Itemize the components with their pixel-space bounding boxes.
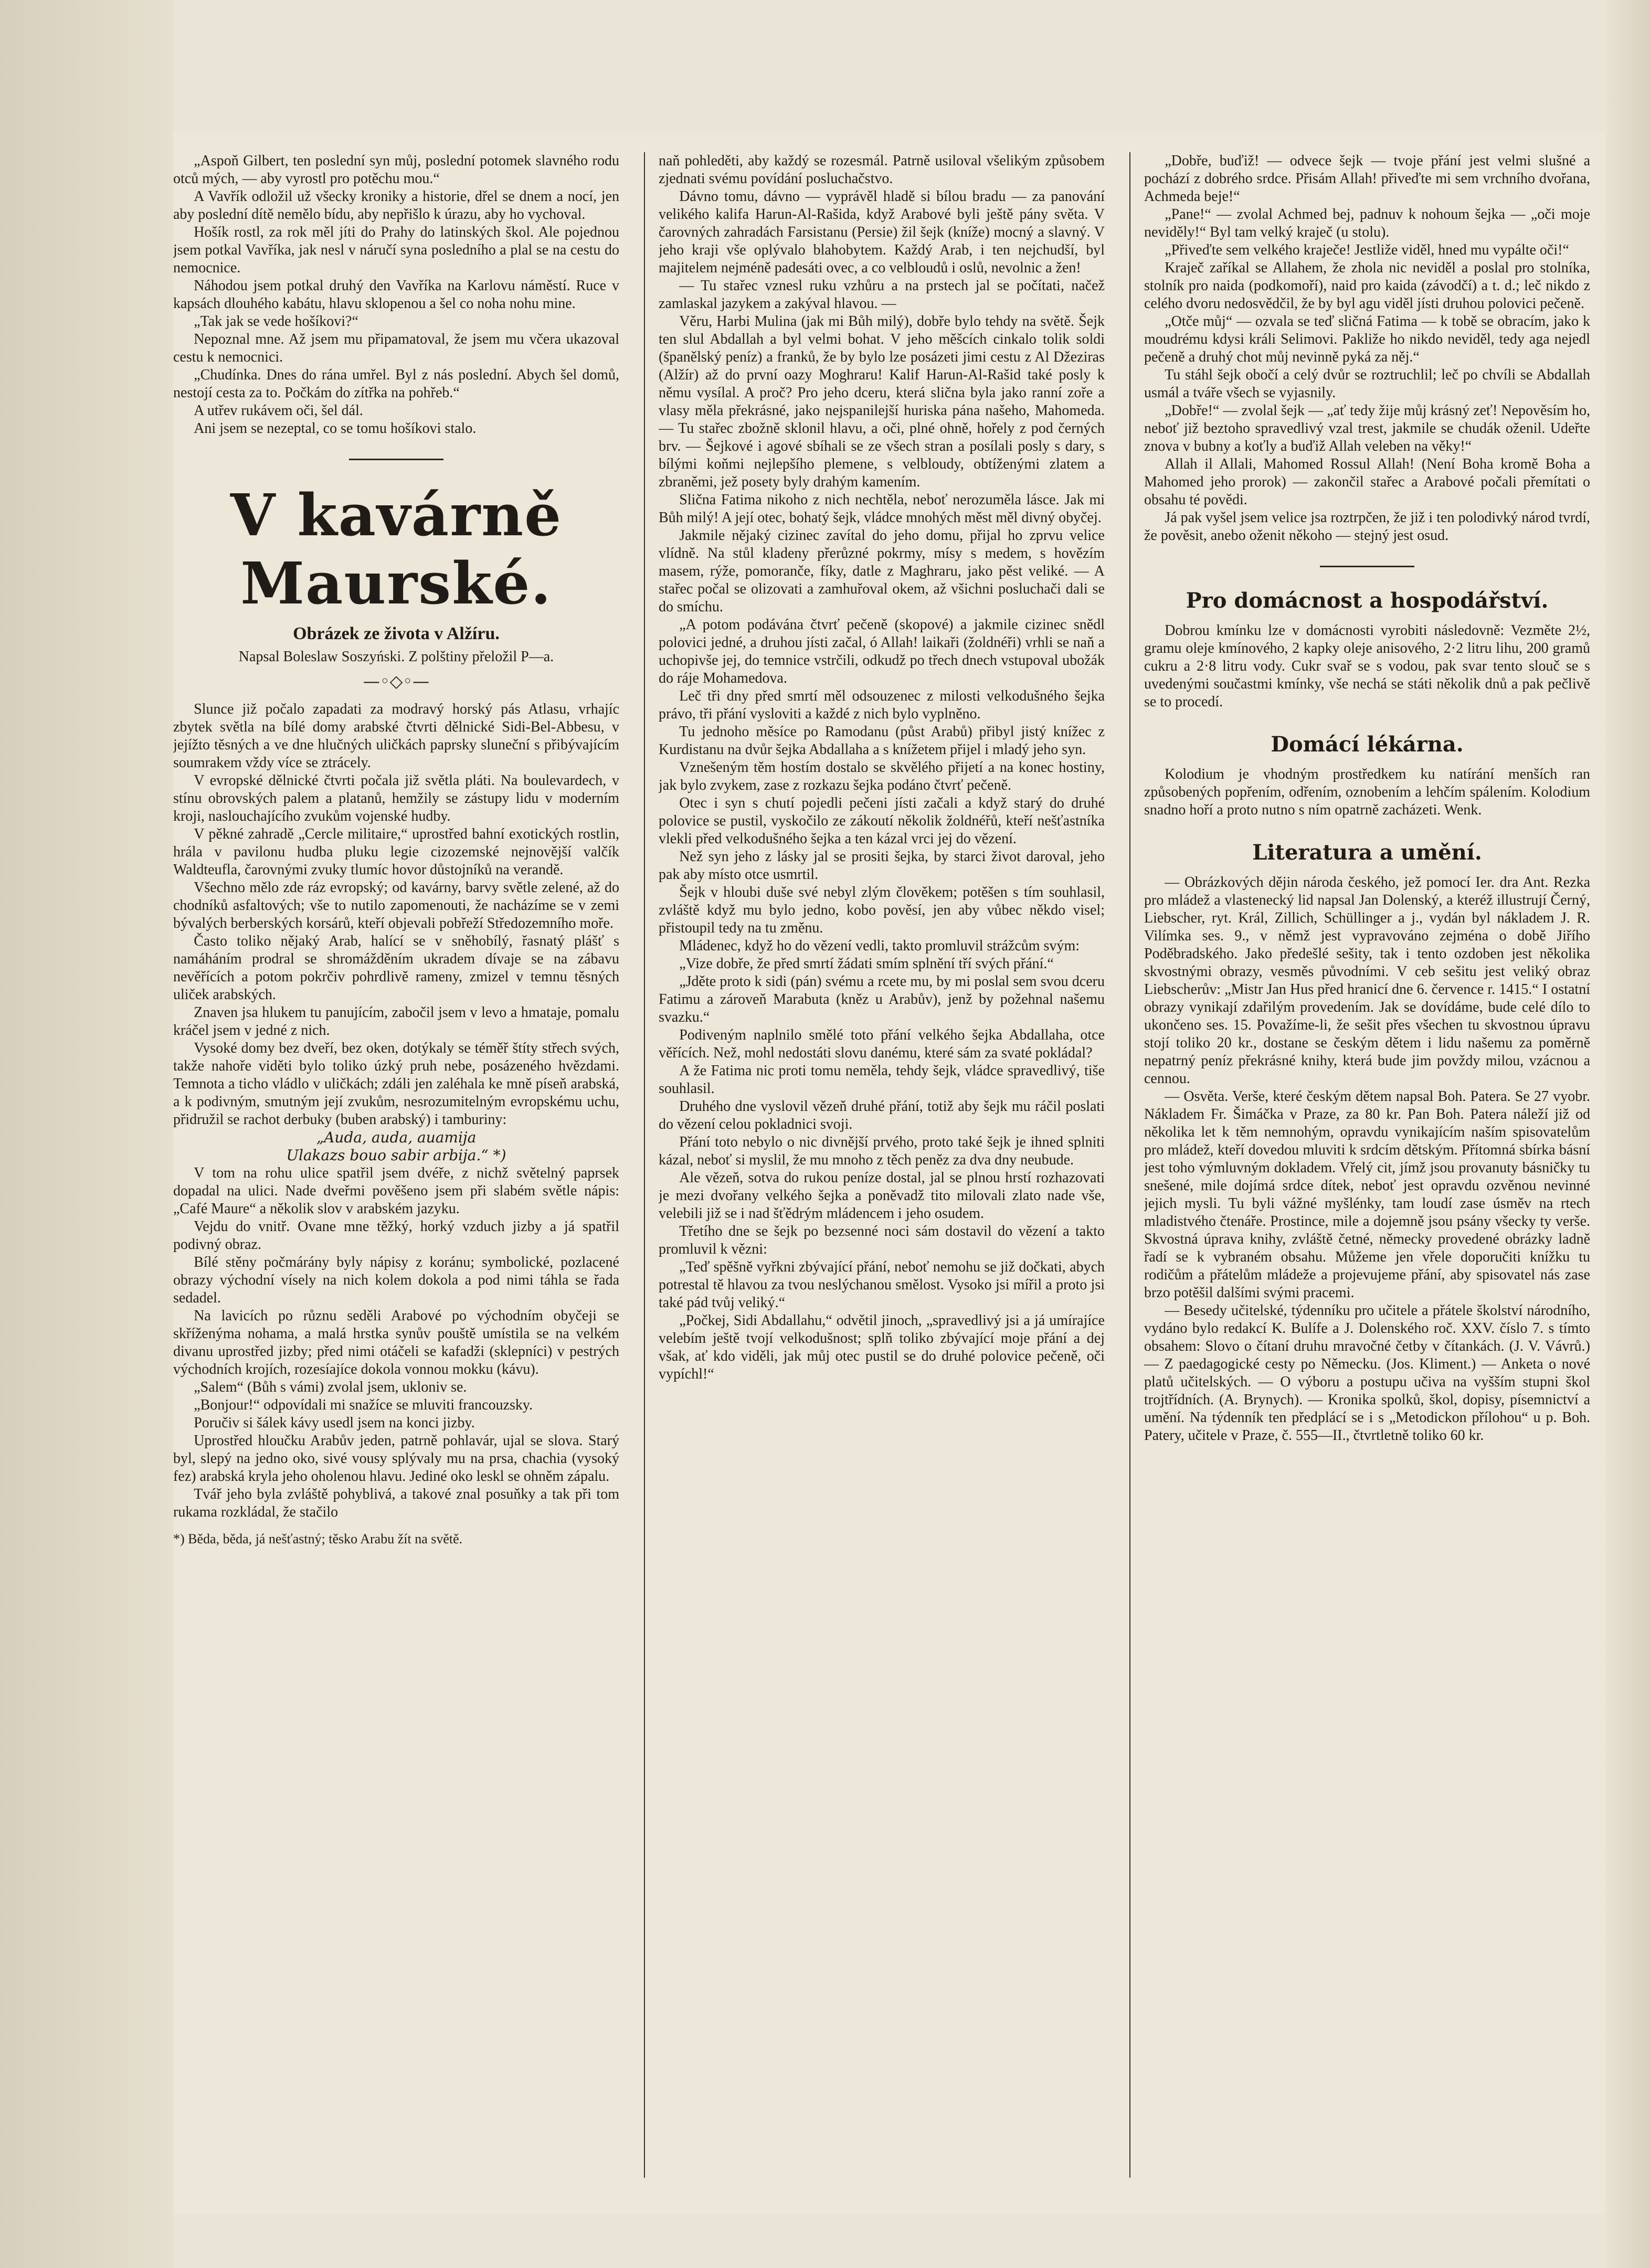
paragraph: Vznešeným těm hostím dostalo se skvělého přijetí a na konec hostiny, jak bylo zvykem, zase z rozkazu šejka podáno čtvrť pečeně.	[659, 759, 1105, 793]
paragraph: „Bonjour!“ odpovídali mi snažíce se mluviti francouzsky.	[194, 1397, 533, 1413]
column-middle	[659, 152, 1105, 2178]
paragraph: Všechno mělo zde ráz evropský; od kavárny, barvy světle zelené, až do chodníků asfaltových; vše to nutilo zapomenouti, že nacházíme se v zemi bývalých berberských korsárů, kteří objevali pobřeží Středozemního moře.	[173, 879, 619, 931]
paragraph: Kolodium je vhodným prostředkem ku natírání menších ran způsobených popřením, odřením, oznobením a lehčím spálením. Kolodium snadno hoří a proto nutno s ním opatrně zacházeti. Wenk.	[1144, 766, 1590, 818]
column-rule-2	[1129, 152, 1130, 2178]
paragraph: „Tak jak se vede hošíkovi?“	[194, 313, 358, 330]
paragraph: Ani jsem se nezeptal, co se tomu hošíkovi stalo.	[194, 420, 477, 437]
paragraph: Jakmile nějaký cizinec zavítal do jeho domu, přijal ho zprvu velice vlídně. Na stůl kladeny přerůzné pokrmy, mísy s medem, s hovězím masem, rýže, pomoranče, fíky, datle z Maghraru, jako pěst veliké. — A stařec počal se olizovati a zamhuřoval okem, až všichni posluchači dali se do smíchu.	[659, 527, 1105, 615]
column-right	[1144, 152, 1590, 2178]
paragraph: — Tu stařec vznesl ruku vzhůru a na prstech jal se počítati, načež zamlaskal jazykem a zakýval hlavou. —	[659, 278, 1105, 312]
paragraph: Tvář jeho byla zvláště pohyblivá, a takové znal posuňky a tak při tom rukama rozkládal, že stačilo	[173, 1486, 619, 1520]
paragraph: Mládenec, když ho do vězení vedli, takto promluvil strážcům svým:	[679, 938, 1080, 954]
paragraph: Ale vězeň, sotva do rukou peníze dostal, jal se plnou hrstí rozhazovati je mezi dvořany velkého šejka a poněvadž tito milovali zlato nade vše, velebili již se i nad šťědrým mládencem i jeho osudem.	[659, 1170, 1105, 1222]
section-title-literatura: Literatura a umění.	[1252, 840, 1482, 865]
paragraph: naň pohleděti, aby každý se rozesmál. Patrně usiloval všelikým způsobem zjednati svému povídání posluchačstvo.	[659, 153, 1105, 187]
ornament: —◦◇◦—	[363, 671, 430, 691]
paragraph: Přání toto nebylo o nic divnější prvého, proto také šejk je ihned splniti kázal, neboť si myslil, že mu mnoho z těch peněz za dva dny neubude.	[659, 1134, 1105, 1168]
paragraph: Otec i syn s chutí pojedli pečeni jísti začali a když starý do druhé polovice se pustil, vyskočilo ze zákoutí několik žoldnéřů, kteří nešťastníka vlekli před velkodušného šejka a ten kázal vrci jej do vězení.	[659, 795, 1105, 847]
paragraph: Tu stáhl šejk obočí a celý dvůr se roztruchlil; leč po chvíli se Abdallah usmál a tváře všech se vyjasnily.	[1144, 367, 1590, 401]
paragraph: „A potom podávána čtvrť pečeně (skopové) a jakmile cizinec snědl polovici jedné, a druhou jísti začal, ó Allah! laikaři (žoldnéři) vrhli se naň a uchopivše jej, do temnice vstrčili, odkudž po třech dnech vstupoval ubožák do ráje Mohamedova.	[659, 617, 1105, 686]
story-title: V kavárně Maurské.	[230, 481, 563, 617]
paragraph: „Dobře, buďiž! — odvece šejk — tvoje přání jest velmi slušné a pochází z dobrého srdce. Přisám Allah! přiveďte mi sem vrchního dvořana, Achmeda beje!“	[1144, 153, 1590, 205]
paragraph: „Aspoň Gilbert, ten poslední syn můj, poslední potomek slavného rodu otců mých, — aby vyrostl pro potěchu mou.“	[173, 153, 619, 187]
paragraph: Na lavicích po různu seděli Arabové po východním obyčeji se skříženýma nohama, a malá hrstka synův pouště umístila se na velkém divanu uprostřed jizby; před nimi otáčeli se kafadži (sklepníci) v pestrých východních krojích, rozesíajíce dokola vonnou mokku (kávu).	[173, 1308, 619, 1377]
paragraph: „Salem“ (Bůh s vámi) zvolal jsem, ukloniv se.	[194, 1379, 467, 1395]
paragraph: Leč tři dny před smrtí měl odsouzenec z milosti velkodušného šejka právo, tři přání vysloviti a každé z nich bylo vyplněno.	[659, 688, 1105, 722]
page-margin-right	[1606, 0, 1650, 2268]
paragraph: V pěkné zahradě „Cercle militaire,“ uprostřed bahní exotických rostlin, hrála v pavilonu hudba pluku legie cizozemské nejnovější valčík Waldteufla, čarovnými zvuky tlumíc hovor důstojníků na verandě.	[173, 826, 619, 878]
song-line: „Auda, auda, auamija	[316, 1129, 477, 1146]
paragraph: „Počkej, Sidi Abdallahu,“ odvětil jinoch, „spravedlivý jsi a já umírajíce velebím ještě tvojí velkodušnost; splň toliko zbývající moje přání a dej však, ať kdo viděli, jak můj otec pustil se do druhé polovice pečeně, oči vypíchl!“	[659, 1312, 1105, 1382]
paragraph: Podiveným naplnilo smělé toto přání velkého šejka Abdallaha, otce věřících. Než, mohl nedostáti slovu danému, které sám za svaté pokládal?	[659, 1027, 1105, 1061]
paragraph: Znaven jsa hlukem tu panujícím, zabočil jsem v levo a hmataje, pomalu kráčel jsem v jedné z nich.	[173, 1004, 619, 1038]
paragraph: Bílé stěny počmárány byly nápisy z koránu; symbolické, pozlacené obrazy východní vísely na nich kolem dokola a pod nimi táhla se řada sedadel.	[173, 1254, 619, 1306]
paragraph: „Teď spěšně vyřkni zbývající přání, neboť nemohu se již dočkati, abych potrestal tě hlavou za tvou neslýchanou smělost. Vysoko jsi mířil a proto jsi také pád tvůj veliký.“	[659, 1259, 1105, 1311]
paragraph: „Chudínka. Dnes do rána umřel. Byl z nás poslední. Abych šel domů, nestojí cesta za to. Počkám do zítřka na pohřeb.“	[173, 367, 619, 401]
section-separator	[349, 459, 443, 460]
paragraph: — Osvěta. Verše, které českým dětem napsal Boh. Patera. Se 27 vyobr. Nákladem Fr. Šimáčka v Praze, za 80 kr. Pan Boh. Patera náleží již od několika let k těm nemnohým, opravdu vynikajícím naším spisovatelům pro mládež, kteří dovedou mluviti k srdcím dětským. Přítomná sbírka básní jest toho výmluvným dokladem. Vřelý cit, jímž jsou provanuty básničky tu snešené, mile dojímá srdce dítek, neboť jest opravdu ozvěnou nevinné jejich mysli. Tu byli vážné myšlénky, tam loudí zase úsměv na rtech mladistvého čtenáře. Prostince, mile a dojemně jsou psány všecky ty verše. Skvostná úprava knihy, zvláště četné, německy provedené obrázky ladně řadí se k vybraném obsahu. Můžeme jen vřele doporučiti knížku tu rodičům a přátelům mládeže a projevujeme přání, aby spisovatel nás zase brzo potěšil dalšími svými pracemi.	[1144, 1088, 1590, 1301]
paragraph: Kraječ zaříkal se Allahem, že zhola nic neviděl a poslal pro stolníka, stolník pro naida (podkomoří), naid pro kaida (závodčí) a t. d.; leč nikdo z celého dvoru nedosvědčil, že by byl agu viděl jísti druhou polovici pečeně.	[1144, 260, 1590, 312]
column-left	[173, 152, 619, 2178]
paragraph: Třetího dne se šejk po bezsenné noci sám dostavil do vězení a takto promluvil k vězni:	[659, 1223, 1105, 1257]
paragraph: Já pak vyšel jsem velice jsa roztrpčen, že již i ten polodivký národ tvrdí, že pověsit, anebo oženit někoho — stejný jest osud.	[1144, 510, 1590, 544]
column-rule-1	[644, 152, 645, 2178]
paragraph: Náhodou jsem potkal druhý den Vavříka na Karlovu náměstí. Ruce v kapsách dlouhého kabátu, hlavu sklopenou a šel co noha nohu mine.	[173, 278, 619, 312]
section-title-lekarna: Domácí lékárna.	[1271, 732, 1464, 757]
paragraph: A Vavřík odložil už všecky kroniky a historie, dřel se dnem a nocí, jen aby poslední dítě nemělo bídu, aby nepřišlo k úrazu, aby ho vychoval.	[173, 188, 619, 222]
paragraph: Vejdu do vnitř. Ovane mne těžký, horký vzduch jizby a já spatřil podivný obraz.	[173, 1218, 619, 1253]
footnote: *) Běda, běda, já nešťastný; těsko Arabu žít na světě.	[173, 1531, 463, 1546]
paragraph: V evropské dělnické čtvrti počala již světla pláti. Na boulevardech, v stínu obrovských palem a platanů, hemžily se zástupy lidu v moderním kroji, naslouchajícího zvukům vojenské hudby.	[173, 772, 619, 824]
paragraph: Dobrou kmínku lze v domácnosti vyrobiti následovně: Vezměte 2½, gramu oleje kmínového, 2 kapky oleje anisového, 2·2 litru lihu, 200 gramů cukru a 2·8 litru vody. Cukr svař se s vodou, pak svar tento slouč se s uvedenými součastmi kmínky, vše nechá se státi několik dnů a pak pečlivě se to procedí.	[1144, 622, 1590, 710]
paragraph: „Otče můj“ — ozvala se teď sličná Fatima — k tobě se obracím, jako k moudrému kdysi králi Selimovi. Pakliže ho nikdo neviděl, tedy aga nejedl pečeně a druhý chot můj nevinně pyká za něj.“	[1144, 313, 1590, 365]
paragraph: „Jděte proto k sidi (pán) svému a rcete mu, by mi poslal sem svou dceru Fatimu a zároveň Marabuta (kněz u Arabův), jenž by požehnal našemu svazku.“	[659, 973, 1105, 1025]
paragraph: — Besedy učitelské, týdenníku pro učitele a přátele školství národního, vydáno bylo redakcí K. Bulífe a J. Dolenského roč. XXV. číslo 7. s tímto obsahem: Slovo o čítaní druhu mravočné četby v čítankách. (J. V. Vávrů.) — Z paedagogické cesty po Německu. (Jos. Kliment.) — Anketa o nové platů učitelských. — O výboru a postupu učiva na vyšším stupni škol trojtřídních. (A. Brynych). — Kronika spolků, škol, dopisy, písemnictví a umění. Na týdenník ten předplácí se i s „Metodickon přílohou“ u p. Boh. Patery, učitele v Praze, č. 555—II., čtvrtletně toliko 60 kr.	[1144, 1302, 1590, 1444]
story-subtitle: Obrázek ze života v Alžíru.	[293, 624, 500, 643]
paragraph: Uprostřed hloučku Arabův jeden, patrně pohlavár, ujal se slova. Starý byl, slepý na jedno oko, sivé vousy splývaly mu na prsa, chachia (vysoký fez) arabská kryla jeho oholenou hlavu. Jediné oko leskl se ohněm zápalu.	[173, 1433, 619, 1485]
paragraph: A utřev rukávem oči, šel dál.	[194, 402, 363, 419]
paragraph: Tu jednoho měsíce po Ramodanu (půst Arabů) přibyl jistý knížec z Kurdistanu na dvůr šejka Abdallaha a s knížetem přijel i mladý jeho syn.	[659, 724, 1105, 758]
paragraph: Slunce již počalo zapadati za modravý horský pás Atlasu, vrhajíc zbytek světla na bílé domy arabské čtvrti dělnické Sidi-Bel-Abbesu, v jejížto těsných a ve dne hlučných uličkách paprsky sluneční s přibývajícím soumrakem vždy více se ztrácely.	[173, 701, 619, 771]
paragraph: Než syn jeho z lásky jal se prositi šejka, by starci život daroval, jeho pak aby místo otce usmrtil.	[659, 849, 1105, 883]
song-line: Ulakazs bouo sabir arbija.“ *)	[286, 1147, 506, 1164]
paragraph: Šejk v hloubi duše své nebyl zlým člověkem; potěšen s tím souhlasil, zvláště když mu bylo jedno, kobo pověsí, jen aby vůbec někdo visel; přistoupil tedy na tu změnu.	[659, 884, 1105, 936]
paragraph: Allah il Allali, Mahomed Rossul Allah! (Není Boha kromě Boha a Mahomed jeho prorok) — zakončil stařec a Arabové počali přemítati o obsahu té povědi.	[1144, 456, 1590, 508]
section-separator	[1320, 566, 1414, 567]
page-margin-left	[0, 0, 173, 2268]
paragraph: Poručiv si šálek kávy usedl jsem na konci jizby.	[194, 1415, 475, 1431]
paragraph: „Přiveďte sem velkého kraječe! Jestliže viděl, hned mu vypálte oči!“	[1165, 242, 1569, 258]
paragraph: „Vize dobře, že před smrtí žádati smím splnění tří svých přání.“	[679, 956, 1054, 972]
paragraph: Věru, Harbi Mulina (jak mi Bůh milý), dobře bylo tehdy na světě. Šejk ten slul Abdallah a byl velmi bohat. V jeho měšcích cinkalo tolik soldi (španělský peníz) a franků, že by bylo lze posázeti jimi cestu z Al Džeziras (Alžír) až do první oazy Moghraru! Kalif Harun-Al-Rašid také posly k němu vysílal. A proč? Pro jeho dceru, která slična byla jako ranní zoře a vlasy měla překrásné, jako nejspanilejší huriska pána našeho, Mahomeda. — Tu stařec zbožně sklonil hlavu, a oči, plné ohně, hořely z pod černých brv. — Šejkové i agové sbíhali se ze všech stran a posílali posly s dary, s bílými koňmi nejlepšího plemene, s velbloudy, obtíženými zlatem a zbraněmi, jež posety byly drahým kamením.	[659, 313, 1105, 490]
paragraph: Hošík rostl, za rok měl jíti do Prahy do latinských škol. Ale pojednou jsem potkal Vavříka, jak nesl v náručí syna posledního a plal se na cestu do nemocnice.	[173, 224, 619, 276]
paragraph: Nepoznal mne. Až jsem mu připamatoval, že jsem mu včera ukazoval cestu k nemocnici.	[173, 331, 619, 365]
story-byline: Napsal Boleslaw Soszyński. Z polštiny přeložil P—a.	[238, 649, 554, 665]
paragraph: Dávno tomu, dávno — vyprávěl hladě si bílou bradu — za panování velikého kalifa Harun-Al-Rašida, když Arabové byli ještě pány světa. V čarovných zahradách Farsistanu (Persie) žil šejk (kníže) mocný a slavný. V jeho kraji vše oplývalo blahobytem. Každý Arab, i ten nejchudší, byl majitelem nejméně padesáti ovec, a co velbloudů i oslů, nevolnic a žen!	[659, 188, 1105, 276]
newspaper-page	[173, 131, 1606, 2214]
paragraph: Slična Fatima nikoho z nich nechtěla, neboť nerozuměla lásce. Jak mi Bůh milý! A její otec, bohatý šejk, vládce mnohých měst měl divný obyčej.	[659, 492, 1105, 526]
paragraph: Druhého dne vyslovil vězeň druhé přání, totiž aby šejk mu ráčil poslati do vězení celou pokladnici svoji.	[659, 1098, 1105, 1132]
paragraph: V tom na rohu ulice spatřil jsem dvéře, z nichž světelný paprsek dopadal na ulici. Nade dveřmi pověšeno jsem při slabém světle nápis: „Café Maure“ a několik slov v arabském jazyku.	[173, 1165, 619, 1217]
paragraph: — Obrázkových dějin národa českého, jež pomocí Ier. dra Ant. Rezka pro mládež a vlastenecký lid napsal Jan Dolenský, a kteréž illustrují Černý, Liebscher, ryt. Král, Zillich, Schüllinger a j., vydán byl nákladem J. R. Vilímka ses. 9., v němž jest vypravováno zejména o době Jiřího Poděbradského. Jako předešlé sešity, tak i tento ozdoben jest několika skvostnými obrazy, vesměs původními. V ceb sešitu jest veliký obraz Liebscherův: „Mistr Jan Hus před hranicí dne 6. července r. 1415.“ I ostatní obrazy vynikají zdařilým provedením. Jak se dovídáme, bude celé dílo to ukončeno ses. 15. Považíme-li, že sešit přes všechen tu skvostnou úpravu stojí toliko 20 kr., dostane se českým dětem i lidu našemu za poměrně nepatrný peníz překrásné knihy, která bude jim povždy milou, vzácnou a cennou.	[1144, 874, 1590, 1087]
paragraph: „Pane!“ — zvolal Achmed bej, padnuv k nohoum šejka — „oči moje neviděly!“ Byl tam velký kraječ (u stolu).	[1144, 206, 1590, 240]
paragraph: A že Fatima nic proti tomu neměla, tehdy šejk, vládce spravedlivý, tiše souhlasil.	[659, 1063, 1105, 1097]
paragraph: Vysoké domy bez dveří, bez oken, dotýkaly se téměř štíty střech svých, takže nahoře viděti bylo toliko úzký pruh nebe, posázeného hvězdami. Temnota a ticho vládlo v uličkách; zdáli jen zaléhala ke mně píseň arabská, a k podivným, smutným její zvukům, nesrozumitelným evropskému uchu, přidružil se rachot derbuky (buben arabský) i tamburiny:	[173, 1040, 619, 1128]
paragraph: „Dobře!“ — zvolal šejk — „ať tedy žije můj krásný zeť! Nepověsím ho, neboť již beztoho spravedlivý vzal trest, jakmile se chudák oženil. Udeřte znova v bubny a koťly a buďiž Allah veleben na věky!“	[1144, 402, 1590, 454]
paragraph: Často toliko nějaký Arab, halící se v sněhobílý, řasnatý plášť s namáháním prodral se shromážděním ukradem dívaje se na zábavu nevěřících a potom pokrčiv pohrdlivě rameny, zmizel v temnu těsných uliček arabských.	[173, 933, 619, 1003]
section-title-domacnost: Pro domácnost a hospodářství.	[1186, 588, 1549, 613]
